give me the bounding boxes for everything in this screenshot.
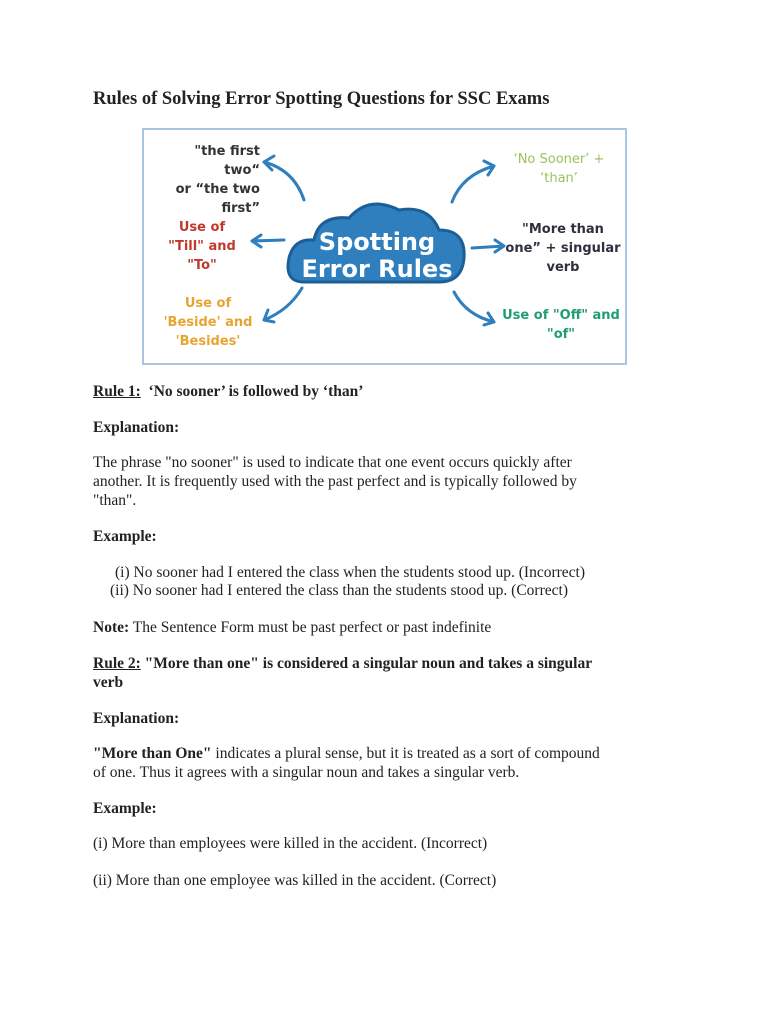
cloud-title-line2: Error Rules <box>301 255 453 283</box>
label-first-two: "the first two“ or “the two first” <box>175 144 260 216</box>
arrow-right <box>472 240 504 252</box>
explanation-heading-1: Explanation: <box>93 419 180 436</box>
arrow-left <box>252 235 284 247</box>
cloud-title-line1: Spotting <box>318 228 436 256</box>
example-heading-1: Example: <box>93 528 157 545</box>
rule-1: Rule 1: ‘No sooner’ is followed by ‘than’ <box>93 383 364 400</box>
label-off-of: Use of "Off" and "of" <box>502 308 620 342</box>
example-2-item: (i) More than employees were killed in the accident. (Incorrect) <box>93 835 488 852</box>
example-2-item: (ii) More than one employee was killed in the accident. (Correct) <box>93 872 497 889</box>
rule-2: Rule 2: "More than one" is considered a singular noun and takes a singular <box>93 655 593 672</box>
example-1-item: (i) No sooner had I entered the class when the students stood up. (Incorrect) <box>115 564 586 581</box>
label-no-sooner: ‘No Sooner’ + ‘than’ <box>513 152 605 186</box>
explanation-1-line: another. It is frequently used with the past perfect and is typically followed by <box>93 473 577 490</box>
example-heading-2: Example: <box>93 800 157 817</box>
arrow-bottom-left <box>264 288 302 322</box>
page-title: Rules of Solving Error Spotting Questions for SSC Exams <box>93 89 550 109</box>
label-till-to: Use of "Till" and "To" <box>168 220 236 273</box>
arrow-top-right <box>452 161 494 202</box>
label-more-than-one: "More than one” + singular verb <box>505 222 621 275</box>
label-beside-besides: Use of 'Beside' and 'Besides' <box>163 296 253 349</box>
note: Note: The Sentence Form must be past perfect or past indefinite <box>93 619 492 636</box>
explanation-heading-2: Explanation: <box>93 710 180 727</box>
spotting-error-rules-diagram <box>142 128 627 365</box>
arrow-bottom-right <box>454 292 494 325</box>
explanation-2-line: "More than One" indicates a plural sense, but it is treated as a sort of compound <box>93 745 600 762</box>
explanation-1-line: "than". <box>93 492 137 509</box>
example-1-item: (ii) No sooner had I entered the class than the students stood up. (Correct) <box>110 582 568 599</box>
arrow-top-left <box>264 156 304 200</box>
explanation-1-line: The phrase "no sooner" is used to indicate that one event occurs quickly after <box>93 454 572 471</box>
explanation-2-line: of one. Thus it agrees with a singular noun and takes a singular verb. <box>93 764 520 781</box>
rule-2-continued: verb <box>93 674 124 691</box>
